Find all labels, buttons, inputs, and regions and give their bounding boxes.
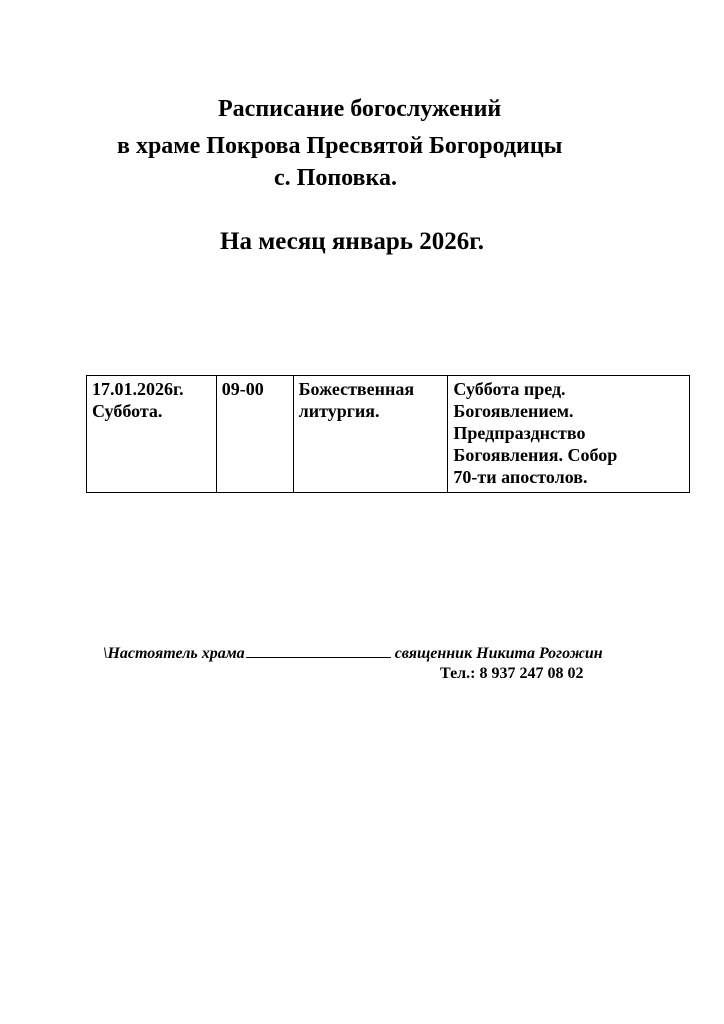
note-text-2: Богоявлением. bbox=[453, 401, 574, 421]
title-line-2: в храме Покрова Пресвятой Богородицы bbox=[117, 133, 563, 159]
time-text: 09-00 bbox=[221, 379, 264, 399]
weekday-text: Суббота. bbox=[92, 401, 163, 421]
title-line-3: с. Поповка. bbox=[274, 165, 397, 191]
date-cell bbox=[87, 376, 217, 493]
rector-name: священник Никита Рогожин bbox=[394, 645, 603, 662]
signature-line bbox=[103, 643, 603, 664]
note-text-1: Суббота пред. bbox=[453, 379, 566, 399]
note-text-3: Предпразднство bbox=[453, 423, 586, 443]
service-cell bbox=[293, 376, 448, 493]
service-text-2: литургия. bbox=[298, 401, 380, 421]
table-row bbox=[87, 376, 690, 493]
service-text-1: Божественная bbox=[298, 379, 415, 399]
note-text-5: 70-ти апостолов. bbox=[453, 467, 588, 487]
phone-text: Тел.: 8 937 247 08 02 bbox=[440, 665, 584, 682]
title-line-1: Расписание богослужений bbox=[218, 96, 502, 122]
schedule-table bbox=[86, 375, 690, 493]
title-month: На месяц январь 2026г. bbox=[220, 228, 484, 255]
date-text: 17.01.2026г. bbox=[92, 379, 184, 399]
signature-blank bbox=[246, 643, 391, 658]
time-cell bbox=[216, 376, 293, 493]
note-text-4: Богоявления. Собор bbox=[453, 445, 618, 465]
note-cell bbox=[448, 376, 690, 493]
rector-label: \Настоятель храма bbox=[103, 645, 245, 662]
